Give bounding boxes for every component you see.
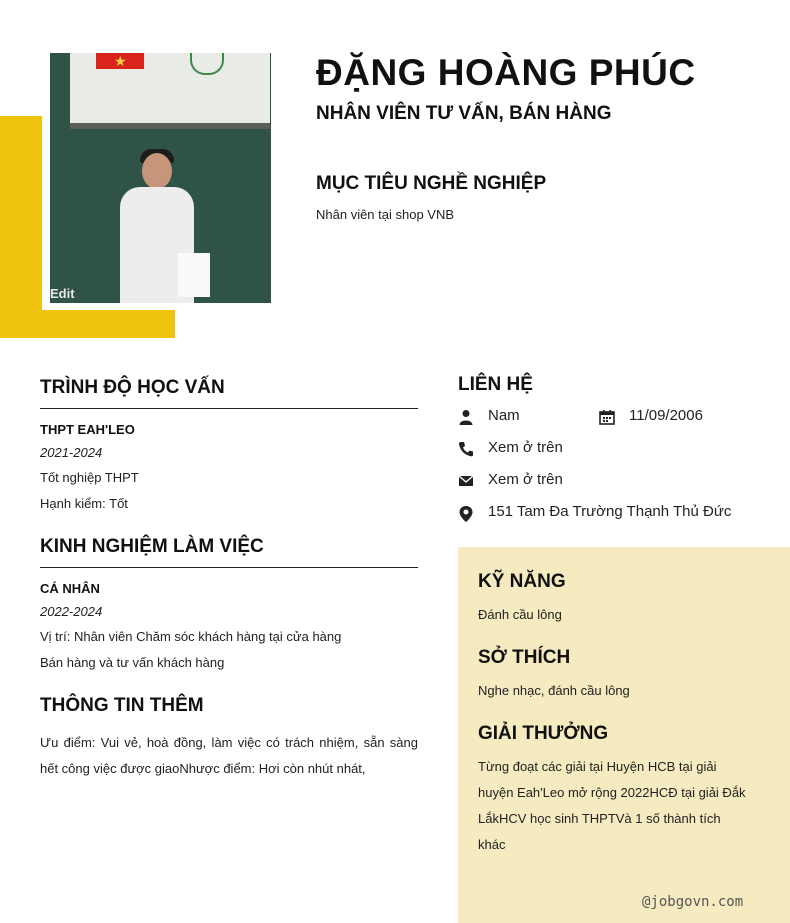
education-line-2: Hạnh kiểm: Tốt bbox=[40, 496, 128, 511]
skills-title: KỸ NĂNG bbox=[478, 571, 566, 592]
candidate-name: ĐẶNG HOÀNG PHÚC bbox=[316, 52, 696, 93]
contact-address: 151 Tam Đa Trường Thạnh Thủ Đức bbox=[488, 503, 732, 520]
calendar-icon bbox=[599, 409, 615, 425]
mail-icon bbox=[458, 473, 474, 489]
accent-bar-horizontal bbox=[0, 310, 175, 338]
photo-edit-label[interactable]: Edit bbox=[50, 286, 75, 301]
experience-line-2: Bán hàng và tư vấn khách hàng bbox=[40, 655, 225, 670]
accent-bar-vertical bbox=[0, 116, 42, 338]
extra-info-title: THÔNG TIN THÊM bbox=[40, 695, 204, 716]
contact-dob: 11/09/2006 bbox=[629, 407, 703, 424]
profile-photo bbox=[50, 53, 271, 303]
skills-text: Đánh cầu lông bbox=[478, 607, 562, 622]
extra-info-text: Ưu điểm: Vui vẻ, hoà đồng, làm việc có trách nhiệm, sẵn sàng hết công việc được giaoNhược điểm: Hơi còn nhút nhát, bbox=[40, 735, 418, 776]
person-icon bbox=[458, 409, 474, 425]
objective-text: Nhân viên tại shop VNB bbox=[316, 207, 455, 222]
awards-text: Từng đoạt các giải tại Huyện HCB tại giải huyện Eah'Leo mở rộng 2022HCĐ tại giải Đắk LắkHCV học sinh THPTVà 1 số thành tích khác bbox=[478, 759, 746, 852]
experience-years: 2022-2024 bbox=[40, 604, 103, 619]
phone-icon bbox=[458, 441, 474, 457]
education-school: THPT EAH'LEO bbox=[40, 422, 135, 437]
contact-phone[interactable]: Xem ở trên bbox=[488, 439, 563, 456]
photo-head bbox=[142, 153, 172, 189]
contact-title: LIÊN HỆ bbox=[458, 374, 533, 395]
photo-certificate bbox=[178, 253, 210, 297]
photo-flag-star: ★ bbox=[114, 53, 127, 69]
location-pin-icon bbox=[458, 505, 474, 523]
experience-line-1: Vị trí: Nhân viên Chăm sóc khách hàng tại cửa hàng bbox=[40, 629, 342, 644]
hobbies-text: Nghe nhạc, đánh cầu lông bbox=[478, 683, 630, 698]
education-line-1: Tốt nghiệp THPT bbox=[40, 470, 139, 485]
education-title: TRÌNH ĐỘ HỌC VẤN bbox=[40, 377, 225, 398]
education-years: 2021-2024 bbox=[40, 445, 103, 460]
experience-title: KINH NGHIỆM LÀM VIỆC bbox=[40, 536, 264, 557]
experience-org: CÁ NHÂN bbox=[40, 581, 100, 596]
awards-title: GIẢI THƯỞNG bbox=[478, 723, 609, 744]
contact-gender: Nam bbox=[488, 407, 520, 424]
contact-email[interactable]: Xem ở trên bbox=[488, 471, 563, 488]
experience-divider bbox=[40, 567, 418, 568]
candidate-role: NHÂN VIÊN TƯ VẤN, BÁN HÀNG bbox=[316, 103, 612, 124]
hobbies-title: SỞ THÍCH bbox=[478, 647, 571, 668]
objective-title: MỤC TIÊU NGHỀ NGHIỆP bbox=[316, 173, 547, 194]
watermark: @jobgovn.com bbox=[642, 894, 744, 910]
education-divider bbox=[40, 408, 418, 409]
